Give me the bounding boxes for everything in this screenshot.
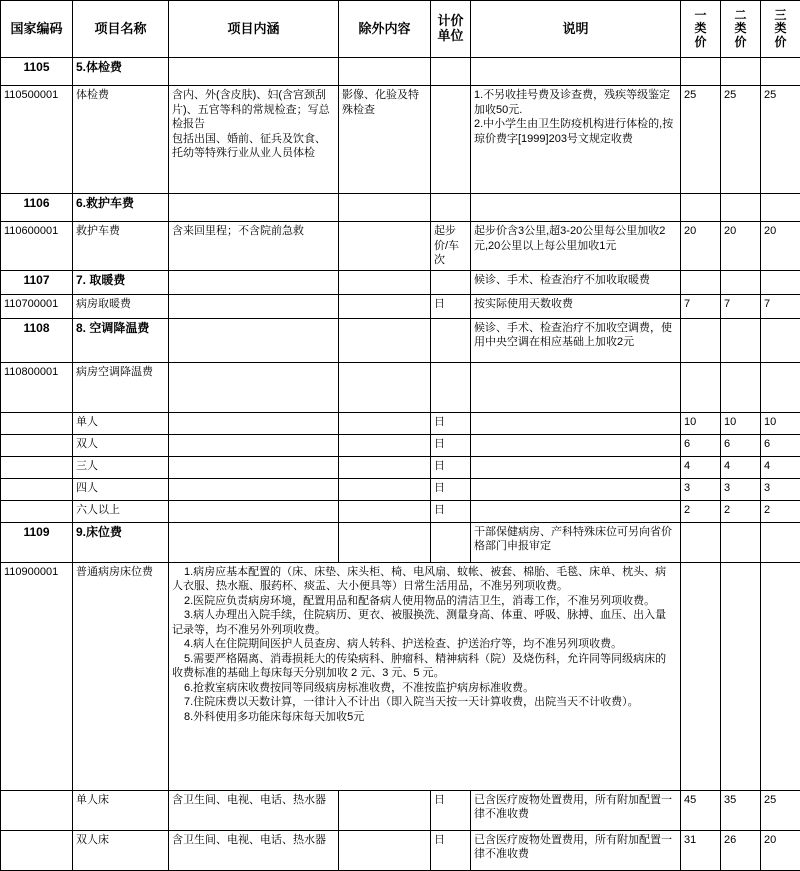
table-body — [1, 58, 800, 871]
cell-national-code — [1, 500, 73, 522]
cell-price-class-3 — [761, 194, 800, 222]
cell-item-name: 双人 — [73, 434, 169, 456]
header-national-code: 国家编码 — [1, 1, 73, 58]
cell-exclusions — [339, 194, 431, 222]
cell-description — [471, 478, 681, 500]
cell-item-name: 7. 取暖费 — [73, 270, 169, 294]
cell-price-class-3: 2 — [761, 500, 800, 522]
cell-price-class-2 — [721, 194, 761, 222]
table-row — [1, 58, 800, 86]
header-price-class-3-char1: 三 — [762, 9, 799, 22]
cell-pricing-unit — [431, 362, 471, 412]
cell-item-name: 六人以上 — [73, 500, 169, 522]
cell-description — [471, 500, 681, 522]
cell-national-code — [1, 478, 73, 500]
cell-item-content — [169, 362, 339, 412]
header-price-class-1 — [681, 1, 721, 58]
cell-price-class-2: 26 — [721, 830, 761, 870]
cell-regulation-list — [169, 562, 681, 790]
table-row — [1, 318, 800, 362]
cell-national-code: 110500001 — [1, 86, 73, 194]
cell-description — [471, 434, 681, 456]
cell-item-content — [169, 522, 339, 562]
cell-exclusions — [339, 790, 431, 830]
table-row — [1, 362, 800, 412]
cell-price-class-2: 25 — [721, 86, 761, 194]
cell-pricing-unit — [431, 318, 471, 362]
cell-item-name: 8. 空调降温费 — [73, 318, 169, 362]
cell-price-class-3 — [761, 58, 800, 86]
cell-exclusions — [339, 522, 431, 562]
cell-national-code — [1, 830, 73, 870]
header-pricing-unit — [431, 1, 471, 58]
cell-item-content — [169, 58, 339, 86]
header-price-class-3 — [761, 1, 800, 58]
cell-price-class-1: 4 — [681, 456, 721, 478]
cell-exclusions — [339, 362, 431, 412]
cell-price-class-3: 7 — [761, 294, 800, 318]
cell-item-content — [169, 500, 339, 522]
cell-pricing-unit: 日 — [431, 412, 471, 434]
table-row — [1, 522, 800, 562]
cell-national-code: 1107 — [1, 270, 73, 294]
cell-exclusions — [339, 294, 431, 318]
cell-national-code — [1, 412, 73, 434]
cell-national-code: 110700001 — [1, 294, 73, 318]
cell-national-code: 1108 — [1, 318, 73, 362]
cell-price-class-3: 10 — [761, 412, 800, 434]
cell-item-name: 病房取暖费 — [73, 294, 169, 318]
cell-item-name: 三人 — [73, 456, 169, 478]
cell-pricing-unit: 日 — [431, 478, 471, 500]
cell-price-class-3: 6 — [761, 434, 800, 456]
cell-national-code — [1, 790, 73, 830]
header-pricing-unit-line1: 计价 — [437, 13, 463, 28]
header-price-class-1-char3: 价 — [682, 36, 719, 49]
table-row — [1, 270, 800, 294]
header-price-class-2-char3: 价 — [722, 36, 759, 49]
cell-price-class-1: 10 — [681, 412, 721, 434]
cell-pricing-unit: 日 — [431, 830, 471, 870]
table-row — [1, 562, 800, 790]
cell-price-class-1 — [681, 58, 721, 86]
cell-pricing-unit: 日 — [431, 500, 471, 522]
cell-price-class-2: 7 — [721, 294, 761, 318]
cell-national-code: 110800001 — [1, 362, 73, 412]
table-row — [1, 194, 800, 222]
regulation-item: 7.住院床费以天数计算，一律计入不计出（即入院当天按一天计算收费，出院当天不计收费）。 — [172, 695, 677, 710]
header-item-content: 项目内涵 — [169, 1, 339, 58]
cell-national-code: 1109 — [1, 522, 73, 562]
cell-price-class-1: 20 — [681, 222, 721, 271]
cell-price-class-3 — [761, 522, 800, 562]
regulation-item: 4.病人在住院期间医护人员查房、病人转科、护送检查、护送治疗等，均不准另列项收费。 — [172, 637, 677, 652]
cell-price-class-1: 45 — [681, 790, 721, 830]
cell-pricing-unit — [431, 86, 471, 194]
cell-national-code: 110600001 — [1, 222, 73, 271]
cell-item-name: 病房空调降温费 — [73, 362, 169, 412]
cell-pricing-unit: 日 — [431, 456, 471, 478]
cell-pricing-unit: 日 — [431, 434, 471, 456]
cell-exclusions: 影像、化验及特殊检查 — [339, 86, 431, 194]
cell-pricing-unit: 日 — [431, 790, 471, 830]
cell-price-class-2: 3 — [721, 478, 761, 500]
cell-price-class-2: 20 — [721, 222, 761, 271]
table-row — [1, 830, 800, 870]
header-price-class-1-char2: 类 — [682, 22, 719, 35]
cell-item-name: 单人床 — [73, 790, 169, 830]
cell-national-code: 1105 — [1, 58, 73, 86]
header-price-class-3-char3: 价 — [762, 36, 799, 49]
cell-description: 候诊、手术、检查治疗不加收空调费，使用中央空调在相应基础上加收2元 — [471, 318, 681, 362]
cell-exclusions — [339, 58, 431, 86]
table-row — [1, 478, 800, 500]
cell-price-class-1 — [681, 522, 721, 562]
cell-exclusions — [339, 412, 431, 434]
header-item-name: 项目名称 — [73, 1, 169, 58]
regulation-item: 2.医院应负责病房环境，配置用品和配备病人使用物品的清洁卫生，消毒工作，不准另列项收费。 — [172, 594, 677, 609]
cell-item-content: 含来回里程；不含院前急救 — [169, 222, 339, 271]
cell-exclusions — [339, 270, 431, 294]
table-row — [1, 86, 800, 194]
cell-item-content — [169, 194, 339, 222]
cell-pricing-unit — [431, 194, 471, 222]
cell-description — [471, 456, 681, 478]
cell-price-class-3 — [761, 362, 800, 412]
cell-price-class-1 — [681, 562, 721, 790]
cell-national-code: 110900001 — [1, 562, 73, 790]
cell-pricing-unit — [431, 522, 471, 562]
cell-pricing-unit: 日 — [431, 294, 471, 318]
cell-item-content — [169, 478, 339, 500]
cell-price-class-2: 4 — [721, 456, 761, 478]
cell-description — [471, 58, 681, 86]
cell-price-class-3 — [761, 270, 800, 294]
cell-price-class-1 — [681, 270, 721, 294]
header-price-class-2 — [721, 1, 761, 58]
cell-exclusions — [339, 830, 431, 870]
cell-exclusions — [339, 222, 431, 271]
cell-price-class-1: 6 — [681, 434, 721, 456]
cell-price-class-2 — [721, 58, 761, 86]
cell-national-code: 1106 — [1, 194, 73, 222]
cell-description: 起步价含3公里,超3-20公里每公里加收2元,20公里以上每公里加收1元 — [471, 222, 681, 271]
cell-exclusions — [339, 434, 431, 456]
cell-item-content: 含卫生间、电视、电话、热水器 — [169, 830, 339, 870]
cell-item-content — [169, 434, 339, 456]
cell-price-class-3: 25 — [761, 790, 800, 830]
cell-exclusions — [339, 318, 431, 362]
header-price-class-2-char2: 类 — [722, 22, 759, 35]
regulation-item: 3.病人办理出入院手续，住院病历、更衣、被服换洗、测量身高、体重、呼吸、脉搏、血压、出入量记录等，均不准另外列项收费。 — [172, 608, 677, 637]
cell-item-name: 9.床位费 — [73, 522, 169, 562]
cell-price-class-2: 2 — [721, 500, 761, 522]
table-header-row — [1, 1, 800, 58]
cell-price-class-3: 3 — [761, 478, 800, 500]
table-row — [1, 294, 800, 318]
cell-price-class-1: 31 — [681, 830, 721, 870]
header-exclusions: 除外内容 — [339, 1, 431, 58]
table-row — [1, 790, 800, 830]
cell-item-name: 双人床 — [73, 830, 169, 870]
cell-price-class-2 — [721, 362, 761, 412]
regulation-item: 1.病房应基本配置的（床、床垫、床头柜、椅、电风扇、蚊帐、被套、棉胎、毛毯、床单、枕头、病人衣服、热水瓶、服药杯、痰盂、大小便具等）日常生活用品，不准另列项收费。 — [172, 565, 677, 594]
cell-price-class-3: 20 — [761, 222, 800, 271]
regulation-item: 8.外科使用多功能床每床每天加收5元 — [172, 710, 677, 725]
cell-item-content — [169, 318, 339, 362]
cell-item-name: 5.体检费 — [73, 58, 169, 86]
table-row — [1, 434, 800, 456]
cell-pricing-unit — [431, 270, 471, 294]
header-price-class-2-char1: 二 — [722, 9, 759, 22]
cell-description: 候诊、手术、检查治疗不加收取暖费 — [471, 270, 681, 294]
cell-item-content — [169, 294, 339, 318]
header-description: 说明 — [471, 1, 681, 58]
cell-item-name: 四人 — [73, 478, 169, 500]
regulation-item: 6.抢救室病床收费按同等同级病房标准收费，不准按监护病房标准收费。 — [172, 681, 677, 696]
cell-price-class-2: 10 — [721, 412, 761, 434]
cell-price-class-3 — [761, 562, 800, 790]
cell-item-content: 含内、外(含皮肤)、妇(含宫颈刮片)、五官等科的常规检查；写总检报告 包括出国、婚前、征兵及饮食、托幼等特殊行业从业人员体检 — [169, 86, 339, 194]
cell-exclusions — [339, 456, 431, 478]
cell-description: 1.不另收挂号费及诊查费，残疾等级鉴定加收50元. 2.中小学生由卫生防疫机构进行体检的,按琼价费字[1999]203号文规定收费 — [471, 86, 681, 194]
header-pricing-unit-line2: 单位 — [437, 28, 463, 43]
cell-price-class-2 — [721, 318, 761, 362]
cell-description: 干部保健病房、产科特殊床位可另向省价格部门申报审定 — [471, 522, 681, 562]
regulation-item: 5.需要严格隔离、消毒损耗大的传染病科、肿瘤科、精神病科（院）及烧伤科，允许同等同级病床的收费标准的基础上每床每天分别加收 2 元、3 元、5 元。 — [172, 652, 677, 681]
cell-price-class-2: 6 — [721, 434, 761, 456]
cell-description — [471, 412, 681, 434]
cell-description — [471, 194, 681, 222]
header-price-class-3-char2: 类 — [762, 22, 799, 35]
cell-price-class-1 — [681, 318, 721, 362]
table-row — [1, 222, 800, 271]
cell-pricing-unit — [431, 58, 471, 86]
cell-item-name: 普通病房床位费 — [73, 562, 169, 790]
cell-exclusions — [339, 500, 431, 522]
cell-exclusions — [339, 478, 431, 500]
cell-description: 已含医疗废物处置费用，所有附加配置一律不准收费 — [471, 790, 681, 830]
cell-item-name: 救护车费 — [73, 222, 169, 271]
table-row — [1, 500, 800, 522]
cell-item-content — [169, 456, 339, 478]
cell-price-class-1 — [681, 362, 721, 412]
table-row — [1, 456, 800, 478]
cell-price-class-1: 25 — [681, 86, 721, 194]
cell-description: 已含医疗废物处置费用，所有附加配置一律不准收费 — [471, 830, 681, 870]
cell-price-class-2 — [721, 562, 761, 790]
cell-price-class-1: 7 — [681, 294, 721, 318]
cell-price-class-3 — [761, 318, 800, 362]
cell-price-class-1: 2 — [681, 500, 721, 522]
cell-national-code — [1, 456, 73, 478]
cell-price-class-3: 4 — [761, 456, 800, 478]
cell-price-class-2 — [721, 270, 761, 294]
cell-description: 按实际使用天数收费 — [471, 294, 681, 318]
cell-item-content — [169, 412, 339, 434]
cell-price-class-2: 35 — [721, 790, 761, 830]
cell-pricing-unit: 起步价/车次 — [431, 222, 471, 271]
cell-item-name: 单人 — [73, 412, 169, 434]
cell-item-name: 6.救护车费 — [73, 194, 169, 222]
cell-description — [471, 362, 681, 412]
cell-item-content: 含卫生间、电视、电话、热水器 — [169, 790, 339, 830]
cell-price-class-1: 3 — [681, 478, 721, 500]
cell-national-code — [1, 434, 73, 456]
cell-price-class-3: 20 — [761, 830, 800, 870]
header-price-class-1-char1: 一 — [682, 9, 719, 22]
cell-price-class-3: 25 — [761, 86, 800, 194]
cell-price-class-1 — [681, 194, 721, 222]
cell-price-class-2 — [721, 522, 761, 562]
cell-item-name: 体检费 — [73, 86, 169, 194]
cell-item-content — [169, 270, 339, 294]
table-row — [1, 412, 800, 434]
